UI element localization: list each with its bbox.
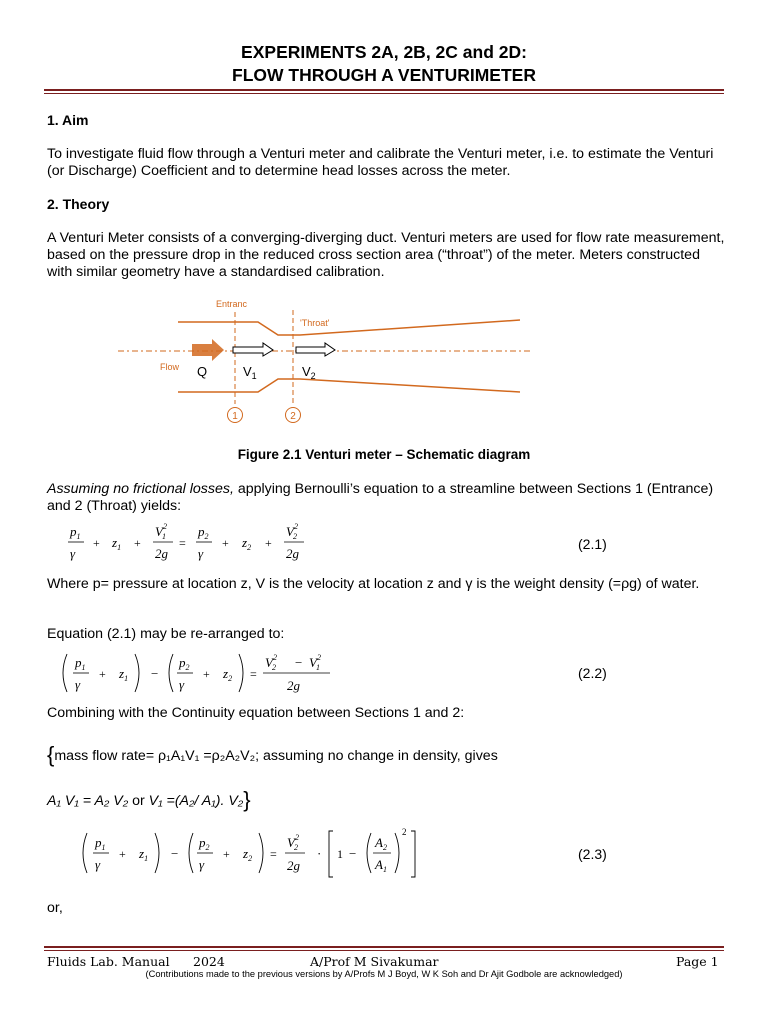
venturi-schematic-diagram	[100, 292, 540, 432]
svg-text:=: =	[250, 667, 257, 681]
svg-text:−: −	[349, 846, 357, 861]
q-label: Q	[197, 364, 208, 379]
velocity-arrow-1-icon	[233, 343, 273, 356]
svg-text:p2: $p_2$	[198, 524, 209, 541]
svg-text:V21: $V^2$ 1	[155, 522, 167, 541]
title-rule	[44, 89, 724, 91]
svg-text:γ: γ	[198, 546, 204, 561]
svg-text:+: +	[265, 536, 272, 550]
svg-text:z1: $z_1$	[119, 666, 129, 683]
svg-text:V21: $V^2$ 1	[309, 653, 321, 672]
flow-label: Flow	[160, 362, 180, 372]
footer-rule-thin	[44, 950, 724, 951]
page-title-line1: EXPERIMENTS 2A, 2B, 2C and 2D:	[241, 42, 527, 62]
flow-arrow-icon	[192, 339, 224, 361]
theory-heading: 2. Theory	[47, 196, 110, 212]
v2-label: $V_2$	[302, 364, 316, 381]
svg-text:+: +	[222, 536, 229, 550]
svg-text:+: +	[93, 536, 100, 550]
svg-text:γ: γ	[95, 857, 101, 872]
svg-text:1: 1	[337, 847, 343, 861]
svg-text:+: +	[99, 667, 106, 681]
svg-text:V22: $V^2$ 2	[287, 833, 299, 852]
aim-paragraph: To investigate fluid flow through a Venturi meter and calibrate the Venturi meter, i.e. to estimate the Venturi (or Discharge) Coefficient and to determine head losses across the meter.	[47, 146, 714, 179]
svg-text:2g: 2g	[287, 678, 300, 693]
svg-text:2g: 2g	[155, 546, 168, 561]
svg-text:+: +	[223, 847, 230, 861]
svg-text:p2: $p_2$	[179, 655, 190, 672]
close-brace-icon: }	[243, 787, 251, 812]
where-paragraph: Where p= pressure at location z, V is the velocity at location z and γ is the weight density (=ρg) of water.	[47, 576, 700, 592]
svg-text:2g: 2g	[286, 546, 299, 561]
figure-caption: Figure 2.1 Venturi meter – Schematic diagram	[237, 447, 531, 462]
svg-text:+: +	[119, 847, 126, 861]
equation-2-2	[55, 650, 345, 696]
footer-page-number: Page 1	[676, 954, 719, 969]
equation-2-3-number: (2.3)	[578, 846, 607, 862]
svg-text:z2: $z_2$	[223, 666, 233, 683]
svg-text:2g: 2g	[287, 858, 300, 873]
svg-text:A1: $A_1$	[375, 857, 387, 874]
equation-2-1	[60, 518, 320, 566]
open-brace-icon: {	[47, 742, 55, 767]
aim-heading: 1. Aim	[47, 112, 89, 128]
svg-text:γ: γ	[70, 546, 76, 561]
svg-text:−: −	[295, 655, 303, 670]
svg-text:p1: $p_1$	[70, 524, 81, 541]
svg-text:2: 2	[402, 827, 407, 837]
footer-author: A/Prof M Sivakumar	[310, 954, 439, 969]
svg-text:p1: $p_1$	[75, 655, 86, 672]
section-1-number: 1	[232, 411, 238, 422]
svg-text:−: −	[171, 846, 179, 861]
area-relation-line: A₁ V₁ = A₂ V₂ or V₁ =(A₂/ A₁). V₂}	[47, 787, 251, 812]
title-rule-thin	[44, 93, 724, 94]
svg-text:V22: $V^2$ 2	[265, 653, 277, 672]
venturi-bottom-wall	[178, 379, 520, 392]
v1-label: $V_1$	[243, 364, 257, 381]
equation-2-1-number: (2.1)	[578, 536, 607, 552]
svg-text:A2: $A_2$	[375, 835, 387, 852]
svg-text:z2: $z_2$	[243, 846, 253, 863]
or-text: or,	[47, 900, 63, 916]
svg-text:γ: γ	[199, 857, 205, 872]
rearranged-paragraph: Equation (2.1) may be re-arranged to:	[47, 626, 285, 642]
footer-acknowledgement: (Contributions made to the previous versions by A/Profs M J Boyd, W K Soh and Dr Ajit Godbole are acknowledged)	[145, 969, 623, 979]
page-title-line2: FLOW THROUGH A VENTURIMETER	[232, 65, 536, 85]
svg-text:+: +	[203, 667, 210, 681]
footer-rule	[44, 946, 724, 948]
svg-text:z1: $z_1$	[112, 535, 122, 552]
svg-text:·: ·	[317, 846, 322, 861]
throat-label: 'Throat'	[300, 318, 330, 328]
equation-2-2-number: (2.2)	[578, 665, 607, 681]
svg-text:γ: γ	[75, 677, 81, 692]
svg-text:−: −	[151, 666, 159, 681]
continuity-paragraph: Combining with the Continuity equation between Sections 1 and 2:	[47, 705, 465, 721]
theory-paragraph: A Venturi Meter consists of a converging-diverging duct. Venturi meters are used for flow rate measurement, based on the pressure drop in the reduced cross section area (“throat”) of the meter. Meters constructed with similar geometry have a standardised calibration.	[47, 230, 725, 280]
velocity-arrow-2-icon	[296, 343, 335, 356]
footer-manual: Fluids Lab. Manual	[47, 954, 170, 969]
entrance-label: Entranc	[216, 299, 248, 309]
svg-text:=: =	[270, 847, 277, 861]
svg-text:+: +	[134, 536, 141, 550]
bernoulli-intro: Assuming no frictional losses, applying Bernoulli’s equation to a streamline between Sections 1 (Entrance) and 2 (Throat) yields:	[47, 481, 714, 514]
svg-text:γ: γ	[179, 677, 185, 692]
equation-2-3	[75, 825, 435, 881]
svg-text:=: =	[179, 536, 186, 550]
footer-year: 2024	[193, 954, 225, 969]
svg-text:p1: $p_1$	[95, 835, 106, 852]
mass-flow-line: {mass flow rate= ρ₁A₁V₁ =ρ₂A₂V₂; assuming no change in density, gives	[47, 742, 498, 767]
venturi-top-wall	[178, 320, 520, 335]
svg-text:z1: $z_1$	[139, 846, 149, 863]
svg-text:V22: $V^2$ 2	[286, 522, 298, 541]
svg-text:z2: $z_2$	[242, 535, 252, 552]
svg-text:p2: $p_2$	[199, 835, 210, 852]
section-2-number: 2	[290, 411, 296, 422]
